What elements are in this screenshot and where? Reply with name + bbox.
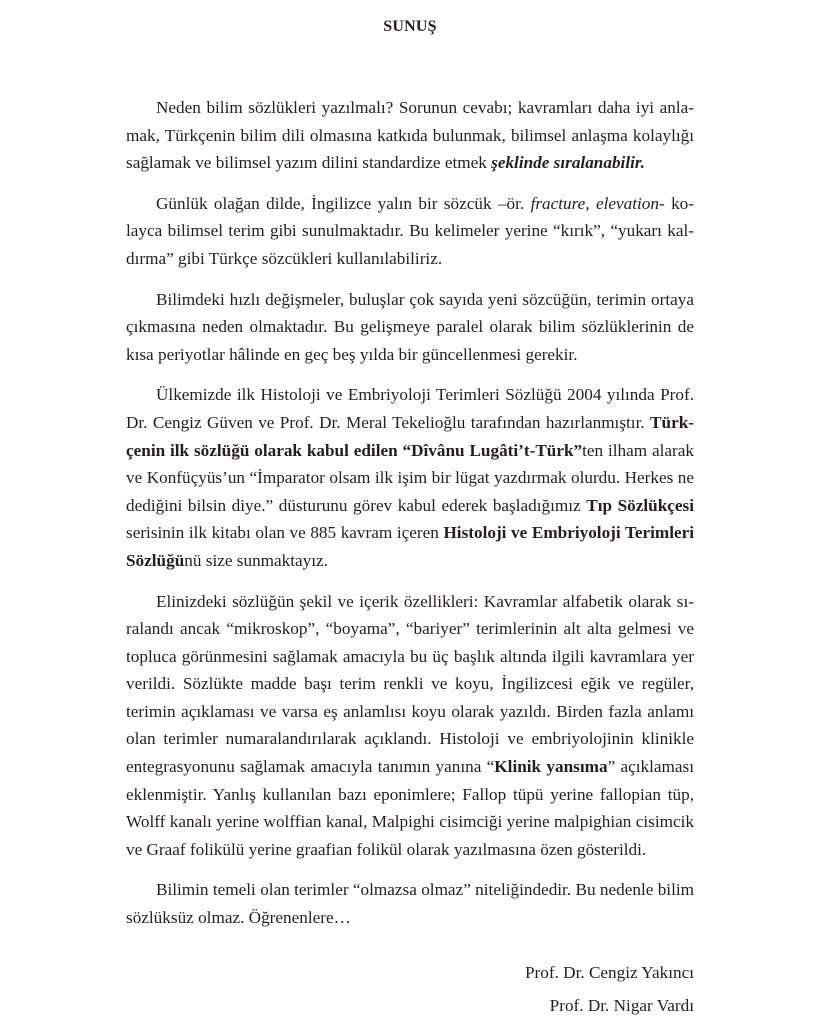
emphasized-text-run: fracture, elevation (530, 193, 659, 213)
text-run: serisinin ilk kitabı olan ve 885 kavram içeren (126, 523, 444, 543)
signature-author-2: Prof. Dr. Nigar Vardı (549, 996, 694, 1015)
text-run: Neden bilim sözlükleri yazılmalı? Sorunun cevabı; kavramları daha iyi anlamak, Türkçenin bilim dili olmasına katkıda bulunmak, bilimsel anlaşma kolaylığı sağlamak ve bilimsel yazım dilini standardize etmek (126, 98, 694, 173)
text-run: Bilimin temeli olan terimler “olmazsa olmaz” niteliğindedir. Bu nedenle bilim sözlüksüz olmaz. Öğrenenlere… (126, 880, 694, 928)
paragraph-intro (126, 94, 694, 177)
text-run: nü size sunmaktayız. (184, 550, 328, 570)
document-body (126, 94, 694, 945)
emphasized-text-run: şeklinde sıralanabilir. (491, 153, 645, 173)
paragraph-rapid-changes (126, 286, 694, 369)
emphasized-text-run: Türkçenin ilk sözlüğü olarak kabul edilen “Dîvânu Lugâti’t-Türk” (126, 412, 694, 460)
paragraph-everyday-language (126, 190, 694, 273)
page-title: SUNUŞ (383, 18, 437, 35)
paragraph-features (126, 588, 694, 864)
emphasized-text-run: Klinik yansıma (494, 757, 608, 777)
paragraph-closing (126, 876, 694, 931)
text-run: Ülkemizde ilk Histoloji ve Embriyoloji Terimleri Sözlüğü 2004 yılında Prof. Dr. Cengiz Güven ve Prof. Dr. Meral Tekelioğlu tarafından hazırlanmıştır. (126, 385, 694, 432)
emphasized-text-run: Histoloji ve Embriyoloji Terimleri Sözlüğü (126, 523, 695, 570)
signature-author-1: Prof. Dr. Cengiz Yakıncı (524, 963, 694, 982)
paragraph-history (126, 381, 694, 574)
text-run: ten ilham alarak ve Konfüçyüs’un “İmparator olsam ilk işim bir lügat yazdırmak olurdu. Herkes ne dediğini bilsin diye.” düsturunu görev kabul ederek başladığımız (126, 440, 694, 515)
text-run: ” açıklaması eklenmiştir. Yanlış kullanılan bazı eponimlere; Fallop tüpü yerine fallopian tüp, Wolff kanalı yerine wolffian kanal, Malpighi cisimciği yerine malpighian cisimcik ve Graaf folikülü yerine graafian folikül olarak yazılmasına özen gösterildi. (126, 757, 694, 859)
signatures (525, 956, 694, 1022)
emphasized-text-run: Tıp Sözlükçesi (586, 495, 694, 515)
text-run: Günlük olağan dilde, İngilizce yalın bir sözcük –ör. (156, 193, 531, 213)
text-run: Elinizdeki sözlüğün şekil ve içerik özellikleri: Kavramlar alfabetik olarak sıralandı ancak “mikroskop”, “boyama”, “bariyer” terimlerinin alt alta gelmesi ve topluca görünmesini sağlamak amacıyla bu üç başlık altında ilgili kavramlara yer verildi. Sözlükte madde başı terim renkli ve koyu, İngilizcesi eğik ve regüler, terimin açıklaması ve varsa eş anlamlısı koyu olarak yazıldı. Birden fazla anlamı olan terimler numaralandırılarak açıklandı. Histoloji ve embriyolojinin klinikle entegrasyonunu sağlamak amacıyla tanımın yanına “ (126, 591, 694, 777)
text-run: Bilimdeki hızlı değişmeler, buluşlar çok sayıda yeni sözcüğün, terimin ortaya çıkmasına neden olmaktadır. Bu gelişmeye paralel olarak bilim sözlüklerinin de kısa periyotlar hâlinde en geç beş yılda bir güncellenmesi gerekir. (126, 289, 694, 364)
text-run: - kolayca bilimsel terim gibi sunulmaktadır. Bu kelimeler yerine “kırık”, “yukarı kaldırma” gibi Türkçe sözcükleri kullanılabiliriz. (126, 193, 695, 268)
